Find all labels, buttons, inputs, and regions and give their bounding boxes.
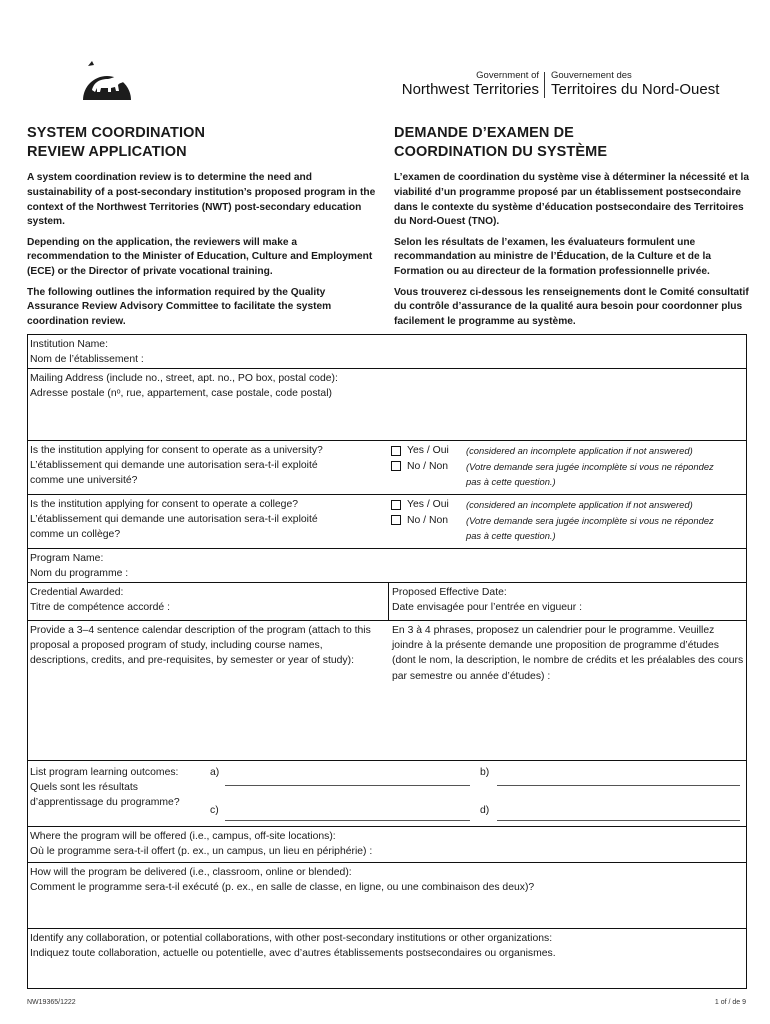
mailing-address-row[interactable] xyxy=(28,369,746,441)
university-note-fr2: pas à cette question.) xyxy=(466,476,556,488)
page-number: 1 of / de 9 xyxy=(714,999,746,1006)
description-field-en[interactable] xyxy=(28,621,384,760)
institution-label-en: Institution Name: xyxy=(30,339,108,350)
credential-label-fr: Titre de compétence accordé : xyxy=(30,602,170,614)
university-yes-label: Yes / Oui xyxy=(407,445,449,456)
delivery-method-row[interactable] xyxy=(28,863,746,929)
description-label-fr: En 3 à 4 phrases, proposez un calendrier pour le programme. Veuillez joindre à la présente demande une proposition de programme d’études (dont le nom, la description, le nombre de crédits et les préalables des cours par semestre ou année d’études) : xyxy=(392,625,744,682)
outcome-d-line[interactable] xyxy=(497,820,740,821)
college-no-checkbox[interactable] xyxy=(391,515,401,525)
college-note-en: (considered an incomplete application if not answered) xyxy=(466,499,693,510)
polar-bear-emblem-icon xyxy=(78,52,136,102)
credential-divider xyxy=(388,583,389,620)
page-title-fr xyxy=(394,124,749,162)
mailing-label-en: Mailing Address (include no., street, apt. no., PO box, postal code): xyxy=(30,373,338,384)
college-question-row xyxy=(28,495,746,549)
gov-fr-big: Territoires du Nord-Ouest xyxy=(551,81,720,98)
outcome-b-line[interactable] xyxy=(497,785,740,786)
gov-en-small: Government of xyxy=(476,70,539,81)
effective-label-en: Proposed Effective Date: xyxy=(392,587,507,598)
application-form xyxy=(27,334,747,989)
college-no-option[interactable] xyxy=(391,513,449,529)
college-q-line3: comme un collège? xyxy=(30,529,121,541)
intro-en-p3: The following outlines the information required by the Quality Assurance Review Advisory Committee to facilitate the system coordination review. xyxy=(27,286,332,328)
college-yes-checkbox[interactable] xyxy=(391,500,401,510)
title-fr-line2: COORDINATION DU SYSTÈME xyxy=(394,144,608,160)
outcome-a-label: a) xyxy=(210,767,220,778)
program-label-en: Program Name: xyxy=(30,553,104,564)
header-divider xyxy=(544,72,545,98)
outcome-d-label: d) xyxy=(480,805,490,816)
form-code: NW19365/1222 xyxy=(27,999,76,1006)
university-note xyxy=(466,443,746,490)
intro-fr-p3: Vous trouverez ci-dessous les renseignements dont le Comité consultatif du contrôle d’assurance de la qualité aura besoin pour coordonner plus facilement le programme au système. xyxy=(394,286,749,328)
college-note-fr1: (Votre demande sera jugée incomplète si vous ne répondez xyxy=(466,514,714,526)
program-label-fr: Nom du programme : xyxy=(30,568,129,580)
university-no-label: No / Non xyxy=(407,460,449,472)
collaboration-row[interactable] xyxy=(28,929,746,988)
university-yes-checkbox[interactable] xyxy=(391,446,401,456)
outcome-a-line[interactable] xyxy=(225,785,470,786)
delivered-label-en: How will the program be delivered (i.e., classroom, online or blended): xyxy=(30,867,352,878)
gov-en-big: Northwest Territories xyxy=(401,81,539,98)
collab-label-en: Identify any collaboration, or potential collaborations, with other post-secondary institutions or other organizations: xyxy=(30,933,553,944)
effective-date-field[interactable] xyxy=(390,583,584,620)
university-q-line3: comme une université? xyxy=(30,475,138,487)
gov-en-wordmark xyxy=(402,70,539,98)
description-field-fr[interactable] xyxy=(390,621,746,760)
title-fr-line1: DEMANDE D’EXAMEN DE xyxy=(394,125,574,141)
description-row xyxy=(28,621,746,761)
learning-outcomes-row xyxy=(28,761,746,827)
university-note-en: (considered an incomplete application if not answered) xyxy=(466,445,693,456)
college-q-line2: L’établissement qui demande une autorisation sera-t-il exploité xyxy=(30,514,318,526)
intro-en-p2: Depending on the application, the reviewers will make a recommendation to the Minister of Education, Culture and Employment (ECE) or the Director of private vocational training. xyxy=(27,236,373,278)
college-note xyxy=(466,497,746,544)
intro-en-p1: A system coordination review is to determine the need and sustainability of a post-secondary institution’s proposed program in the context of the Northwest Territories (NWT) post-secondary education system. xyxy=(27,172,376,228)
gov-fr-small: Gouvernement des xyxy=(551,70,632,81)
mailing-label-fr: Adresse postale (nᵒ, rue, appartement, case postale, code postal) xyxy=(30,388,332,400)
college-yes-label: Yes / Oui xyxy=(407,499,449,510)
french-intro xyxy=(394,124,749,335)
collab-label-fr: Indiquez toute collaboration, actuelle ou potentielle, avec d’autres établissements postsecondaires ou organismes. xyxy=(30,948,556,960)
title-en-line1: SYSTEM COORDINATION xyxy=(27,125,206,141)
page-title-en xyxy=(27,124,377,162)
university-no-option[interactable] xyxy=(391,459,449,475)
university-no-checkbox[interactable] xyxy=(391,461,401,471)
university-yes-option[interactable] xyxy=(391,443,449,459)
outcome-b-label: b) xyxy=(480,767,490,778)
outcomes-label-en: List program learning outcomes: xyxy=(30,767,179,778)
title-en-line2: REVIEW APPLICATION xyxy=(27,144,187,160)
offered-label-fr: Où le programme sera-t-il offert (p. ex., un campus, un lieu en périphérie) : xyxy=(30,846,373,858)
credential-label-en: Credential Awarded: xyxy=(30,587,124,598)
outcome-c-line[interactable] xyxy=(225,820,470,821)
effective-label-fr: Date envisagée pour l’entrée en vigueur : xyxy=(392,602,583,614)
intro-fr-p2: Selon les résultats de l’examen, les évaluateurs formulent une recommandation au ministre de l’Éducation, de la Culture et de la Formation ou au directeur de la formation professionnelle privée. xyxy=(394,236,712,278)
gov-fr-wordmark xyxy=(551,70,719,98)
university-q-line2: L’établissement qui demande une autorisation sera-t-il exploité xyxy=(30,460,318,472)
college-yes-option[interactable] xyxy=(391,497,449,513)
offered-location-row[interactable] xyxy=(28,827,746,863)
english-intro xyxy=(27,124,377,335)
university-question-row xyxy=(28,441,746,495)
program-name-row[interactable] xyxy=(28,549,746,583)
outcomes-label-fr: Quels sont les résultats d’apprentissage du programme? xyxy=(30,782,180,809)
offered-label-en: Where the program will be offered (i.e., campus, off-site locations): xyxy=(30,831,336,842)
intro-fr-p1: L’examen de coordination du système vise à déterminer la nécessité et la viabilité d’un programme proposé par un établissement postsecondaire dans le contexte du système d’éducation postsecondaire des Territoires du Nord-Ouest (TNO). xyxy=(394,172,750,228)
college-q-line1: Is the institution applying for consent to operate a college? xyxy=(30,499,299,510)
description-label-en: Provide a 3–4 sentence calendar description of the program (attach to this proposal a proposed program of study, including course names, descriptions, credits, and pre-requisites, by semester or year of study): xyxy=(30,625,371,667)
institution-row[interactable] xyxy=(28,335,746,369)
delivered-label-fr: Comment le programme sera-t-il exécuté (p. ex., en salle de classe, en ligne, ou une combinaison des deux)? xyxy=(30,882,535,894)
credential-row xyxy=(28,583,746,621)
university-q-line1: Is the institution applying for consent to operate as a university? xyxy=(30,445,323,456)
institution-label-fr: Nom de l’établissement : xyxy=(30,354,144,366)
university-note-fr1: (Votre demande sera jugée incomplète si vous ne répondez xyxy=(466,460,714,472)
college-note-fr2: pas à cette question.) xyxy=(466,530,556,542)
outcome-c-label: c) xyxy=(210,805,219,816)
college-no-label: No / Non xyxy=(407,514,449,526)
credential-field[interactable] xyxy=(28,583,388,620)
header xyxy=(0,0,770,110)
